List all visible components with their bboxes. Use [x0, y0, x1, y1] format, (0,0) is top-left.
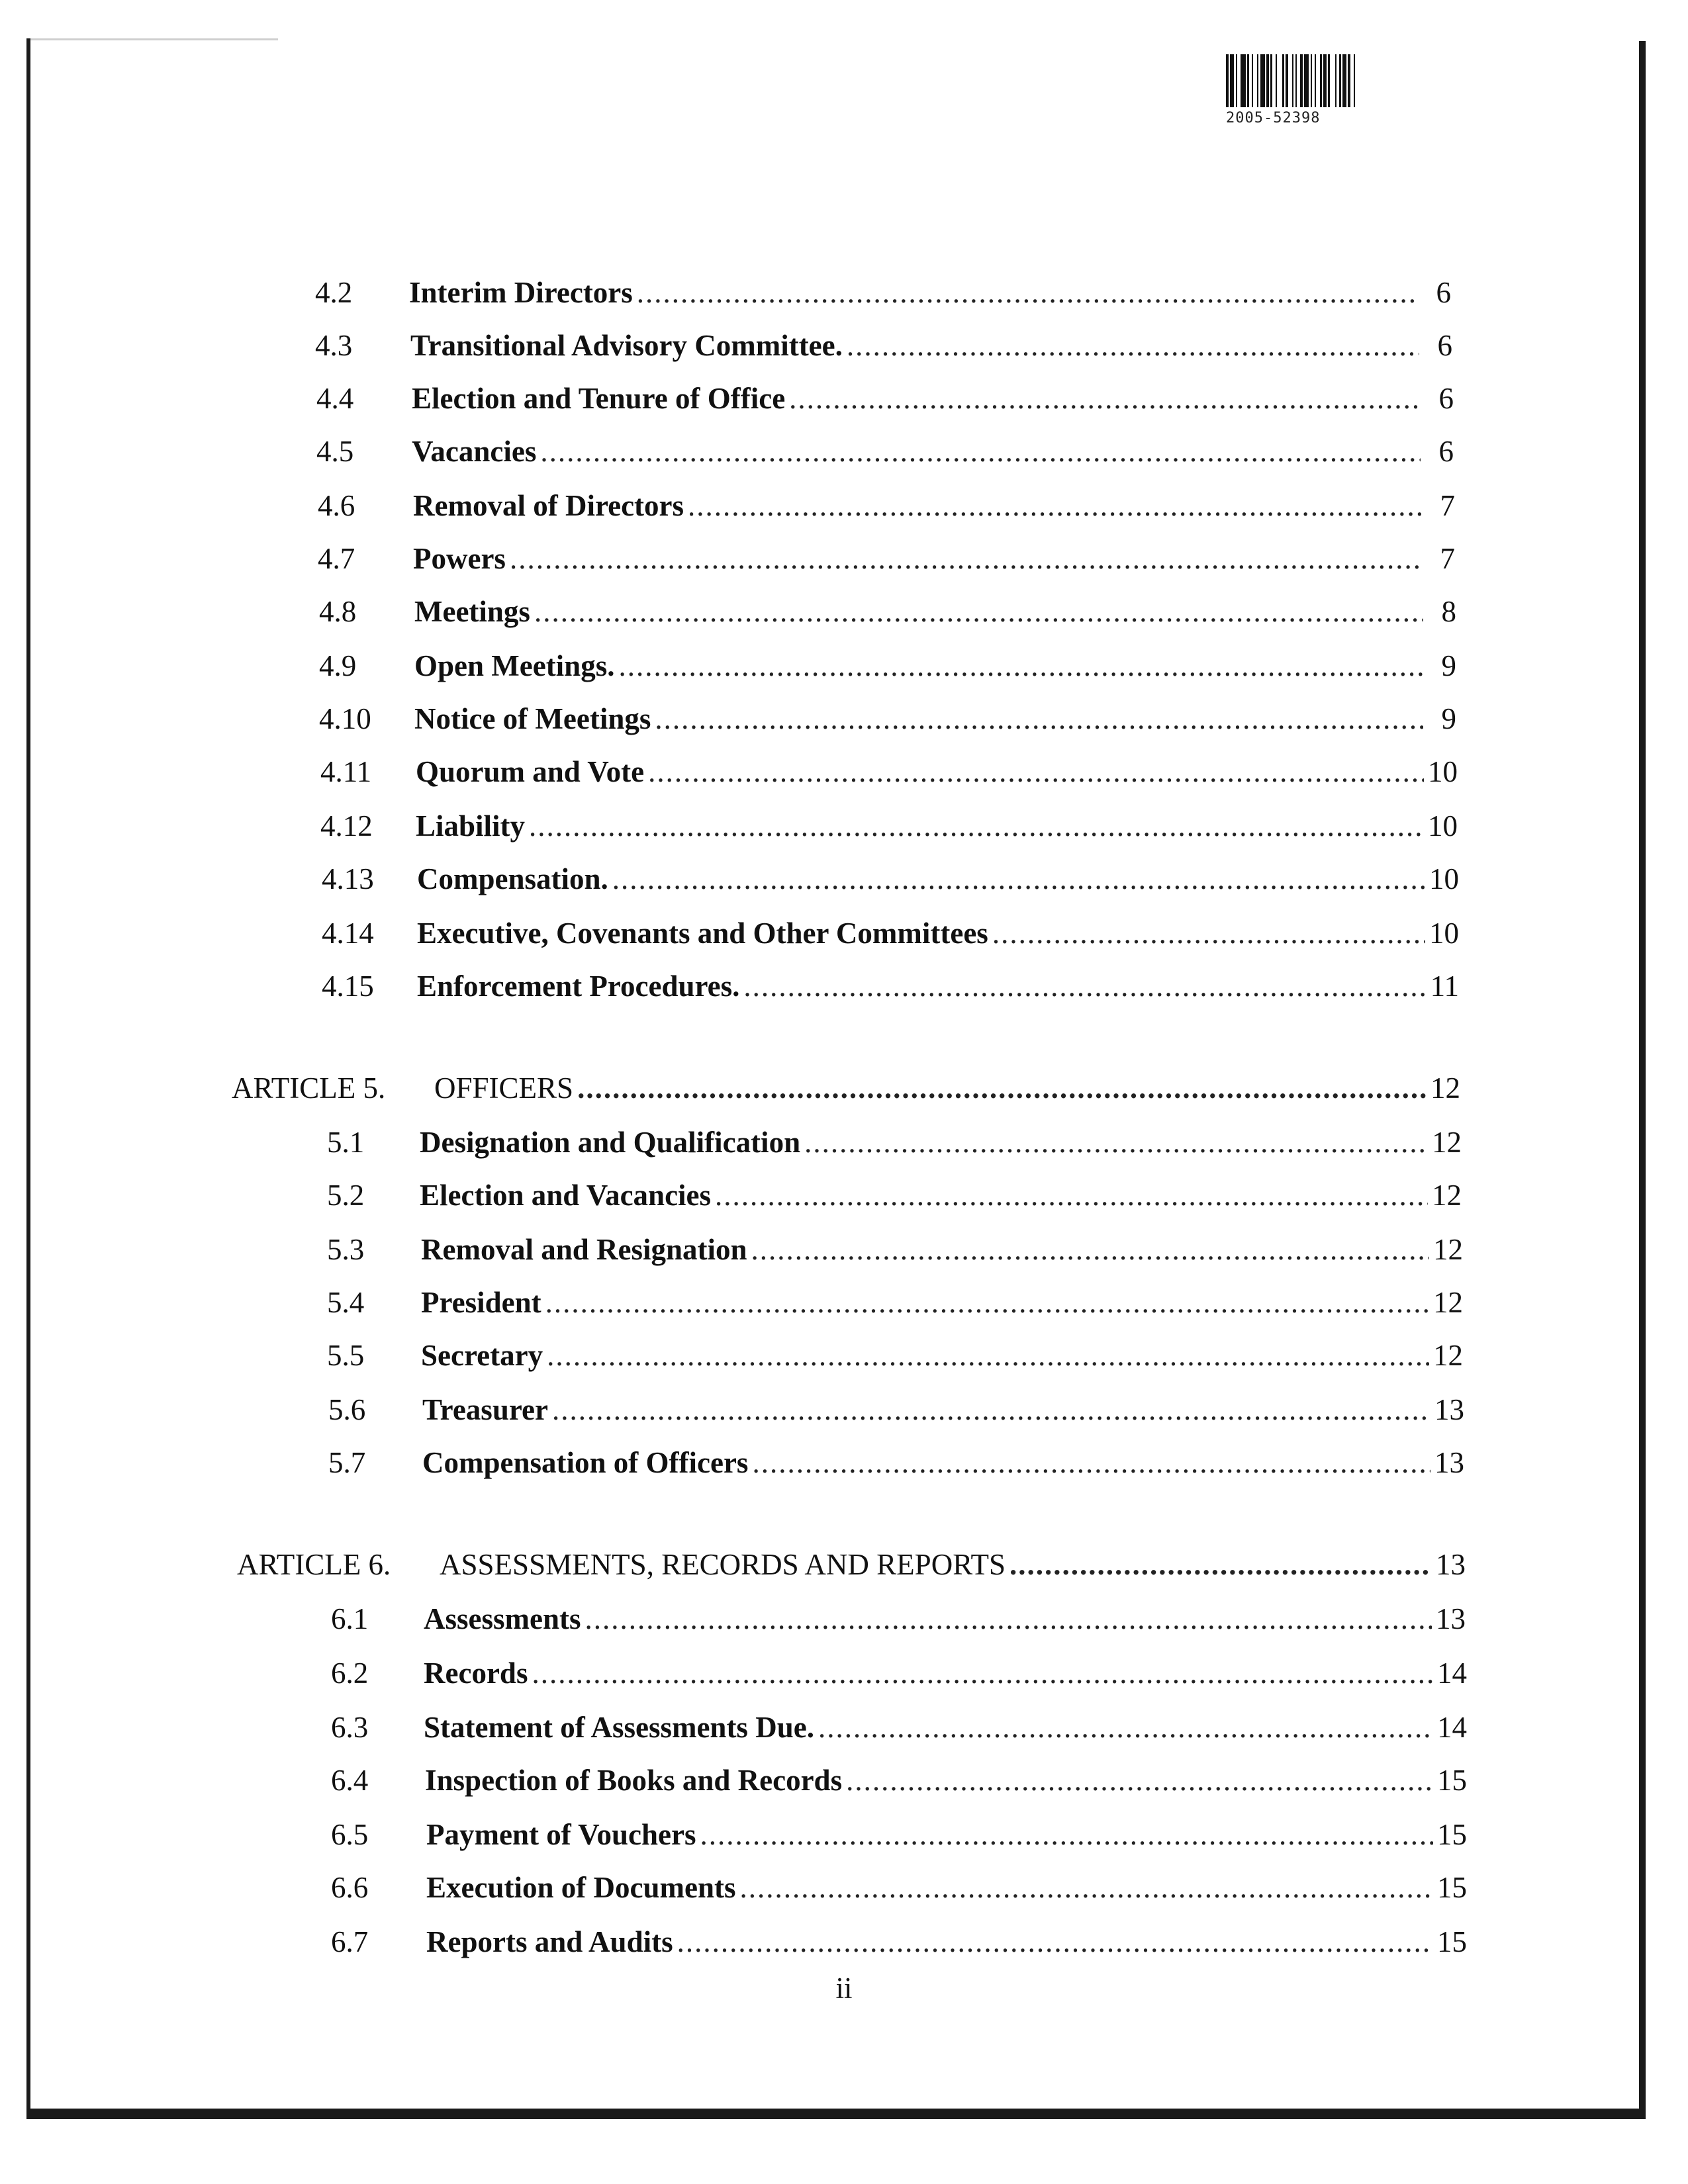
article-heading [0, 1545, 1688, 1584]
toc-entry [0, 699, 1688, 739]
page-number: 12 [1433, 1286, 1463, 1319]
section-title: Open Meetings. [414, 649, 615, 682]
page-number: 12 [1433, 1339, 1463, 1372]
dot-leader [545, 1283, 1429, 1322]
page-number: 11 [1430, 970, 1459, 1003]
page-number: 13 [1436, 1602, 1466, 1635]
section-number: 5.4 [327, 1286, 365, 1319]
section-title: Statement of Assessments Due. [424, 1711, 814, 1744]
toc-entry [0, 1653, 1688, 1693]
section-title: Removal and Resignation [421, 1233, 747, 1266]
page-number: 13 [1434, 1446, 1464, 1479]
section-title: Enforcement Procedures. [417, 970, 740, 1003]
dot-leader [789, 379, 1421, 418]
section-number: 4.11 [320, 755, 372, 788]
toc-entry [0, 1868, 1688, 1907]
barcode-label [1226, 54, 1511, 126]
barcode-stripe [1260, 54, 1265, 107]
page-number: 10 [1428, 809, 1458, 842]
toc-entry [0, 379, 1688, 418]
toc-entry [0, 539, 1688, 578]
toc-entry [0, 1815, 1688, 1854]
section-title: Execution of Documents [426, 1871, 736, 1904]
toc-entry [0, 1175, 1688, 1215]
page-number: 10 [1429, 862, 1459, 895]
toc-entry [0, 432, 1688, 471]
section-title: Records [424, 1657, 528, 1690]
section-title: Designation and Qualification [420, 1126, 801, 1159]
page-number: 15 [1437, 1764, 1467, 1797]
section-number: 5.2 [327, 1179, 365, 1212]
barcode-stripe [1330, 54, 1335, 107]
page-number: 10 [1429, 917, 1459, 950]
section-number: 6.4 [331, 1764, 369, 1797]
article-title: OFFICERS [434, 1071, 574, 1105]
toc-entry [0, 1336, 1688, 1375]
dot-leader [818, 1707, 1433, 1747]
dot-leader [612, 859, 1425, 899]
dot-leader [648, 752, 1424, 792]
page-number: 9 [1441, 702, 1456, 735]
toc-entry [0, 966, 1688, 1006]
section-title: Election and Vacancies [420, 1179, 712, 1212]
section-title: Inspection of Books and Records [425, 1764, 843, 1797]
page-number: 6 [1437, 329, 1452, 362]
page-number: 7 [1440, 542, 1455, 575]
dot-leader [739, 1868, 1433, 1907]
toc-entry [0, 752, 1688, 792]
section-title: Vacancies [412, 435, 537, 468]
dot-leader [677, 1922, 1433, 1962]
section-title: Election and Tenure of Office [412, 382, 786, 415]
section-number: 5.6 [328, 1393, 366, 1426]
section-title: Executive, Covenants and Other Committees [417, 917, 988, 950]
scan-edge-top [26, 38, 278, 40]
dot-leader [510, 539, 1422, 578]
page-number: 7 [1440, 489, 1455, 522]
page-number: 8 [1441, 595, 1456, 628]
section-title: Quorum and Vote [416, 755, 645, 788]
section-number: 5.5 [327, 1339, 365, 1372]
section-number: 4.8 [319, 595, 357, 628]
section-title: Meetings [414, 595, 530, 628]
section-title: Liability [416, 809, 526, 842]
article-label: ARTICLE 5. [232, 1071, 386, 1105]
barcode-stripe [1355, 54, 1357, 107]
section-title: Compensation. [417, 862, 608, 895]
section-number: 6.1 [331, 1602, 369, 1635]
section-number: 4.5 [316, 435, 354, 468]
page-number: 15 [1437, 1871, 1467, 1904]
dot-leader [655, 699, 1423, 739]
section-title: Compensation of Officers [422, 1446, 749, 1479]
page-number: 12 [1433, 1233, 1463, 1266]
page-number: 12 [1432, 1179, 1462, 1212]
page-number: 15 [1437, 1818, 1467, 1851]
page-number: 14 [1437, 1711, 1467, 1744]
article-label: ARTICLE 6. [237, 1548, 391, 1581]
dot-leader [532, 1653, 1433, 1693]
barcode-stripe [1241, 54, 1246, 107]
dot-leader [552, 1390, 1430, 1430]
toc-entry [0, 1122, 1688, 1162]
page-number: 12 [1432, 1126, 1462, 1159]
toc-entry [0, 1599, 1688, 1639]
section-title: President [421, 1286, 541, 1319]
dot-leader [715, 1175, 1428, 1215]
dot-leader [743, 966, 1426, 1006]
section-number: 4.14 [322, 917, 374, 950]
page-number: 6 [1438, 382, 1454, 415]
toc-entry [0, 1283, 1688, 1322]
page-folio: ii [835, 1972, 853, 2005]
dot-leader [688, 486, 1422, 525]
section-number: 4.4 [316, 382, 354, 415]
dot-leader [846, 1760, 1433, 1800]
dot-leader [618, 646, 1423, 686]
dot-leader [637, 273, 1418, 312]
barcode-stripe [1304, 54, 1309, 107]
article-heading [0, 1068, 1688, 1108]
section-title: Reports and Audits [426, 1925, 673, 1958]
section-title: Interim Directors [409, 276, 633, 309]
dot-leader [540, 432, 1421, 471]
page-number: 15 [1437, 1925, 1467, 1958]
section-title: Secretary [421, 1339, 543, 1372]
section-title: Removal of Directors [413, 489, 684, 522]
section-number: 6.2 [331, 1657, 369, 1690]
section-number: 5.7 [328, 1446, 366, 1479]
dot-leader [547, 1336, 1429, 1375]
dot-leader [534, 592, 1423, 631]
section-number: 4.6 [318, 489, 355, 522]
barcode-number: 2005-52398 [1226, 110, 1321, 126]
page-number: 10 [1428, 755, 1458, 788]
toc-entry [0, 486, 1688, 525]
barcode-icon [1226, 54, 1511, 107]
toc-entry [0, 1707, 1688, 1747]
section-number: 6.3 [331, 1711, 369, 1744]
toc-entry [0, 806, 1688, 846]
toc-entry [0, 1922, 1688, 1962]
section-number: 4.2 [315, 276, 353, 309]
scan-edge-bottom [26, 2109, 1646, 2119]
section-title: Treasurer [422, 1393, 548, 1426]
barcode-stripe [1277, 54, 1282, 107]
dot-leader [585, 1599, 1432, 1639]
dot-leader [992, 913, 1425, 953]
dot-leader [700, 1815, 1433, 1854]
page-number: 6 [1436, 276, 1451, 309]
section-number: 4.9 [319, 649, 357, 682]
page-number: 13 [1436, 1548, 1466, 1581]
section-number: 5.3 [327, 1233, 365, 1266]
section-number: 6.5 [331, 1818, 369, 1851]
dot-leader [1009, 1545, 1432, 1584]
page-number: 13 [1434, 1393, 1464, 1426]
dot-leader [529, 806, 1424, 846]
section-number: 4.10 [319, 702, 371, 735]
section-number: 4.7 [318, 542, 355, 575]
toc-entry [0, 859, 1688, 899]
toc-entry [0, 326, 1688, 365]
page-number: 14 [1437, 1657, 1467, 1690]
toc-entry [0, 646, 1688, 686]
dot-leader [804, 1122, 1428, 1162]
section-title: Assessments [424, 1602, 581, 1635]
toc-entry [0, 1390, 1688, 1430]
section-title: Notice of Meetings [414, 702, 651, 735]
toc-entry [0, 273, 1688, 312]
page-number: 12 [1430, 1071, 1460, 1105]
section-number: 5.1 [327, 1126, 365, 1159]
toc-entry [0, 1443, 1688, 1482]
dot-leader [847, 326, 1419, 365]
toc-entry [0, 1760, 1688, 1800]
dot-leader [752, 1443, 1430, 1482]
section-number: 4.13 [322, 862, 374, 895]
section-title: Powers [413, 542, 506, 575]
section-number: 4.3 [315, 329, 353, 362]
dot-leader [577, 1068, 1427, 1108]
article-title: ASSESSMENTS, RECORDS AND REPORTS [440, 1548, 1006, 1581]
section-title: Payment of Vouchers [426, 1818, 696, 1851]
section-number: 6.7 [331, 1925, 369, 1958]
page-number: 9 [1441, 649, 1456, 682]
toc-entry [0, 592, 1688, 631]
page-number: 6 [1438, 435, 1454, 468]
toc-entry [0, 913, 1688, 953]
section-title: Transitional Advisory Committee. [410, 329, 843, 362]
section-number: 4.12 [320, 809, 373, 842]
dot-leader [751, 1230, 1429, 1269]
toc-entry [0, 1230, 1688, 1269]
section-number: 4.15 [322, 970, 374, 1003]
section-number: 6.6 [331, 1871, 369, 1904]
